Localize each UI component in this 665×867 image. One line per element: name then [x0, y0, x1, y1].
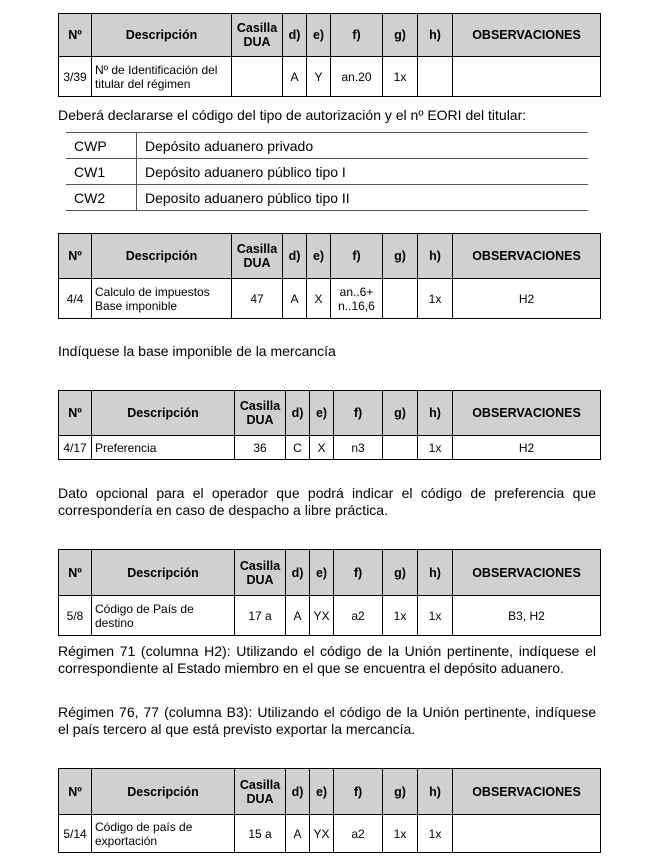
- code-cwp: CWP: [66, 133, 137, 159]
- header-f: f): [334, 769, 383, 815]
- code-cw2: CW2: [66, 185, 137, 211]
- cell-casilla: [232, 57, 283, 97]
- cell-n: 5/14: [59, 815, 92, 853]
- header-casilla: Casilla: [239, 558, 281, 573]
- header-f: f): [331, 14, 383, 57]
- cell-f: a2: [334, 596, 383, 636]
- header-observaciones: OBSERVACIONES: [453, 550, 601, 596]
- header-dua: DUA: [243, 35, 271, 49]
- table-row: [59, 815, 601, 853]
- desc-line-2: titular del régimen: [95, 76, 191, 91]
- header-d: d): [286, 391, 310, 436]
- cell-h: 1x: [418, 815, 453, 853]
- header-d: d): [286, 550, 310, 596]
- header-e: e): [310, 550, 334, 596]
- code-row: [66, 159, 588, 185]
- cell-descripcion: [92, 815, 235, 853]
- cell-casilla: 17 a: [235, 596, 286, 636]
- header-casilla-dua: [235, 550, 286, 596]
- header-d: d): [283, 234, 307, 279]
- cell-casilla: 47: [232, 279, 283, 319]
- header-e: e): [307, 14, 331, 57]
- cell-h: 1x: [418, 436, 453, 460]
- cell-casilla: 36: [235, 436, 286, 460]
- paragraph-base-imponible: Indíquese la base imponible de la mercancía: [58, 343, 336, 359]
- header-g: g): [383, 14, 418, 57]
- header-descripcion: Descripción: [92, 234, 232, 279]
- desc-line-2: destino: [95, 615, 134, 630]
- cell-observaciones: H2: [453, 279, 601, 319]
- cell-e: X: [307, 279, 331, 319]
- code-desc: Deposito aduanero público tipo II: [137, 185, 589, 211]
- header-g: g): [383, 234, 418, 279]
- header-e: e): [310, 391, 334, 436]
- header-observaciones: OBSERVACIONES: [453, 769, 601, 815]
- cell-f: an.20: [331, 57, 383, 97]
- header-h: h): [418, 234, 453, 279]
- header-d: d): [286, 769, 310, 815]
- header-dua: DUA: [246, 413, 274, 427]
- header-casilla: Casilla: [236, 242, 278, 256]
- header-e: e): [307, 234, 331, 279]
- header-dua: DUA: [243, 256, 271, 270]
- cell-e: Y: [307, 57, 331, 97]
- header-casilla-dua: [232, 234, 283, 279]
- cell-h: [418, 57, 453, 97]
- cell-g: [383, 279, 418, 319]
- header-e: e): [310, 769, 334, 815]
- table-4-17: [58, 390, 601, 460]
- header-observaciones: OBSERVACIONES: [453, 14, 601, 57]
- f-line-1: an..6+: [339, 284, 374, 299]
- header-descripcion: Descripción: [92, 769, 235, 815]
- code-row: [66, 185, 588, 211]
- table-4-4: [58, 233, 601, 319]
- paragraph-preferencia: Dato opcional para el operador que podrá indicar el código de preferencia que correspondería en caso de despacho a libre práctica.: [58, 485, 596, 518]
- cell-n: 3/39: [59, 57, 92, 97]
- desc-line-2: Base imponible: [95, 298, 178, 313]
- table-row: [59, 57, 601, 97]
- cell-g: [383, 436, 418, 460]
- header-observaciones: OBSERVACIONES: [453, 234, 601, 279]
- header-casilla: Casilla: [239, 777, 281, 792]
- cell-d: A: [283, 279, 307, 319]
- cell-descripcion: Preferencia: [92, 436, 235, 460]
- header-h: h): [418, 391, 453, 436]
- header-casilla-dua: [235, 391, 286, 436]
- header-n: Nº: [59, 550, 92, 596]
- header-n: Nº: [59, 769, 92, 815]
- header-n: Nº: [59, 234, 92, 279]
- header-descripcion: Descripción: [92, 550, 235, 596]
- f-line-2: n..16,6: [338, 298, 375, 313]
- table-5-8: [58, 549, 601, 636]
- cell-d: A: [286, 596, 310, 636]
- header-observaciones: OBSERVACIONES: [453, 391, 601, 436]
- header-dua: DUA: [246, 572, 274, 587]
- table-row: [59, 279, 601, 319]
- header-g: g): [383, 769, 418, 815]
- paragraph-autorizacion: Deberá declararse el código del tipo de autorización y el nº EORI del titular:: [58, 107, 527, 123]
- header-casilla-dua: [235, 769, 286, 815]
- cell-descripcion: [92, 57, 232, 97]
- cell-g: 1x: [383, 596, 418, 636]
- cell-d: A: [286, 815, 310, 853]
- cell-n: 4/4: [59, 279, 92, 319]
- header-n: Nº: [59, 14, 92, 57]
- header-descripcion: Descripción: [92, 14, 232, 57]
- cell-observaciones: H2: [453, 436, 601, 460]
- cell-casilla: 15 a: [235, 815, 286, 853]
- desc-line-1: Código de país de: [95, 819, 193, 834]
- header-f: f): [331, 234, 383, 279]
- header-g: g): [383, 391, 418, 436]
- header-d: d): [283, 14, 307, 57]
- paragraph-regimen-76-77: Régimen 76, 77 (columna B3): Utilizando el código de la Unión pertinente, indíquese el país tercero al que está previsto exportar la mercancía.: [58, 704, 596, 737]
- header-h: h): [418, 550, 453, 596]
- paragraph-regimen-71: Régimen 71 (columna H2): Utilizando el código de la Unión pertinente, indíquese el correspondiente al Estado miembro en el que se encuentra el depósito aduanero.: [58, 643, 596, 676]
- cell-h: 1x: [418, 279, 453, 319]
- header-casilla-dua: [232, 14, 283, 57]
- cell-d: C: [286, 436, 310, 460]
- code-desc: Depósito aduanero privado: [137, 133, 589, 159]
- cell-n: 5/8: [59, 596, 92, 636]
- table-5-14: [58, 768, 601, 853]
- header-n: Nº: [59, 391, 92, 436]
- header-descripcion: Descripción: [92, 391, 235, 436]
- cell-e: YX: [310, 596, 334, 636]
- cell-observaciones: [453, 815, 601, 853]
- cell-f: [331, 279, 383, 319]
- desc-line-1: Calculo de impuestos: [95, 284, 210, 299]
- cell-n: 4/17: [59, 436, 92, 460]
- header-g: g): [383, 550, 418, 596]
- codes-table: [66, 132, 588, 211]
- header-casilla: Casilla: [239, 399, 281, 413]
- table-row: [59, 436, 601, 460]
- header-dua: DUA: [246, 791, 274, 806]
- header-casilla: Casilla: [236, 21, 278, 35]
- desc-line-1: Código de País de: [95, 601, 194, 616]
- cell-g: 1x: [383, 815, 418, 853]
- cell-observaciones: B3, H2: [453, 596, 601, 636]
- desc-line-1: Nº de Identificación del: [95, 62, 218, 77]
- cell-f: n3: [334, 436, 383, 460]
- cell-f: a2: [334, 815, 383, 853]
- code-row: [66, 133, 588, 159]
- cell-descripcion: [92, 279, 232, 319]
- cell-g: 1x: [383, 57, 418, 97]
- cell-h: 1x: [418, 596, 453, 636]
- header-h: h): [418, 769, 453, 815]
- code-cw1: CW1: [66, 159, 137, 185]
- cell-e: YX: [310, 815, 334, 853]
- header-f: f): [334, 391, 383, 436]
- header-h: h): [418, 14, 453, 57]
- cell-e: X: [310, 436, 334, 460]
- code-desc: Depósito aduanero público tipo I: [137, 159, 589, 185]
- cell-descripcion: [92, 596, 235, 636]
- cell-d: A: [283, 57, 307, 97]
- table-row: [59, 596, 601, 636]
- desc-line-2: exportación: [95, 833, 158, 848]
- table-3-39: [58, 13, 601, 97]
- cell-observaciones: [453, 57, 601, 97]
- header-f: f): [334, 550, 383, 596]
